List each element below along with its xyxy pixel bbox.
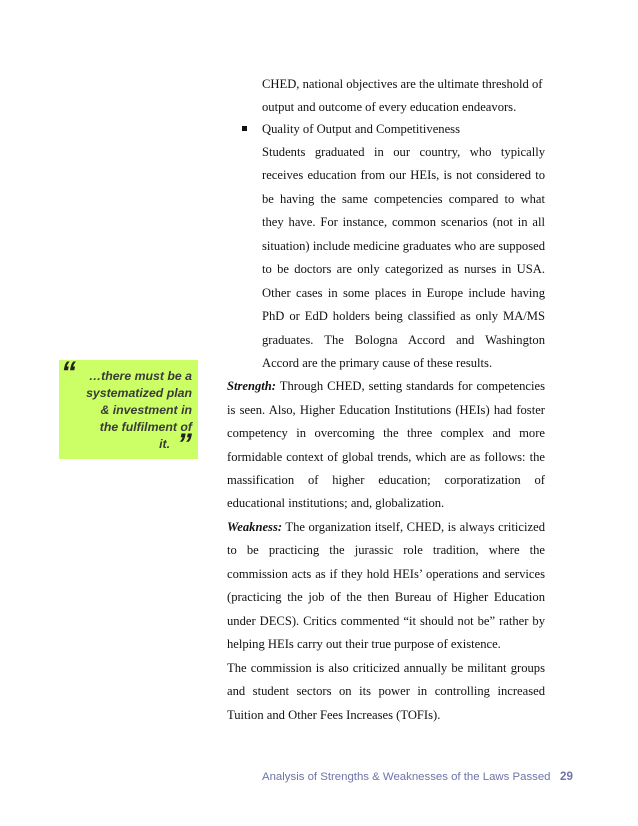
paragraph-line-6: to be doctors are only categorized as nurses in USA.: [262, 262, 545, 276]
pull-quote-line-4: the fulfilment of: [99, 420, 192, 434]
strength-first-line: Through CHED, setting standards for competencies: [276, 379, 545, 393]
weakness-line-1: [227, 518, 545, 536]
paragraph-line-10: Accord are the primary cause of these results.: [262, 356, 493, 370]
paragraph-line-3: be having the same competencies compared to what: [262, 192, 545, 206]
intro-line-2: output and outcome of every education endeavors.: [262, 100, 517, 114]
paragraph-line-4: they have. For instance, common scenarios (not in all: [262, 215, 545, 229]
paragraph-line-2: receives education from our HEIs, is not considered to: [262, 168, 545, 182]
paragraph-line-8: PhD or EdD holders being classified as only MA/MS: [262, 309, 545, 323]
running-footer-title: Analysis of Strengths & Weaknesses of the Laws Passed: [262, 771, 551, 783]
weakness-label: Weakness:: [227, 520, 283, 534]
square-bullet-icon: [242, 126, 247, 131]
weakness-line-6: helping HEIs carry out their true purpose of existence.: [227, 637, 501, 651]
pull-quote-line-5: it.: [159, 437, 170, 451]
pull-quote-line-1: …there must be a: [88, 369, 192, 383]
paragraph-line-5: situation) include medicine graduates who are supposed: [262, 239, 545, 253]
page-number: 29: [560, 770, 573, 783]
strength-line-5: massification of higher education; corporatization of: [227, 473, 545, 487]
open-quote-icon: “: [61, 356, 76, 389]
close-quote-icon: ”: [177, 428, 192, 461]
strength-line-3: competency in overcoming the three complex and more: [227, 426, 545, 440]
weakness-line-3: commission acts as if they hold HEIs’ operations and services: [227, 567, 545, 581]
pull-quote-line-2: systematized plan: [86, 386, 192, 400]
strength-line-4: formidable context of global trends, which are as follows: the: [227, 450, 545, 464]
weakness-first-line: The organization itself, CHED, is always criticized: [282, 520, 545, 534]
paragraph-line-9: graduates. The Bologna Accord and Washington: [262, 333, 545, 347]
strength-line-6: educational institutions; and, globalization.: [227, 496, 445, 510]
weakness-line-8: and student sectors on its power in controlling increased: [227, 684, 545, 698]
pull-quote-box: [59, 356, 198, 461]
bullet-title: Quality of Output and Competitiveness: [262, 122, 460, 136]
weakness-line-7: The commission is also criticized annually be militant groups: [227, 661, 545, 675]
weakness-line-9: Tuition and Other Fees Increases (TOFIs).: [227, 708, 441, 722]
strength-line-1: [227, 377, 545, 395]
weakness-line-4: (practicing the job of the then Bureau of Higher Education: [227, 590, 545, 604]
intro-line-1: CHED, national objectives are the ultimate threshold of: [262, 77, 543, 91]
pull-quote-line-3: & investment in: [100, 403, 192, 417]
weakness-line-2: to be practicing the jurassic role tradition, where the: [227, 543, 545, 557]
weakness-line-5: under DECS). Critics commented “it should not be” rather by: [227, 614, 545, 628]
strength-line-2: is seen. Also, Higher Education Institutions (HEIs) had foster: [227, 403, 545, 417]
paragraph-line-7: Other cases in some places in Europe include having: [262, 286, 545, 300]
paragraph-line-1: Students graduated in our country, who typically: [262, 145, 545, 159]
strength-label: Strength:: [227, 379, 276, 393]
